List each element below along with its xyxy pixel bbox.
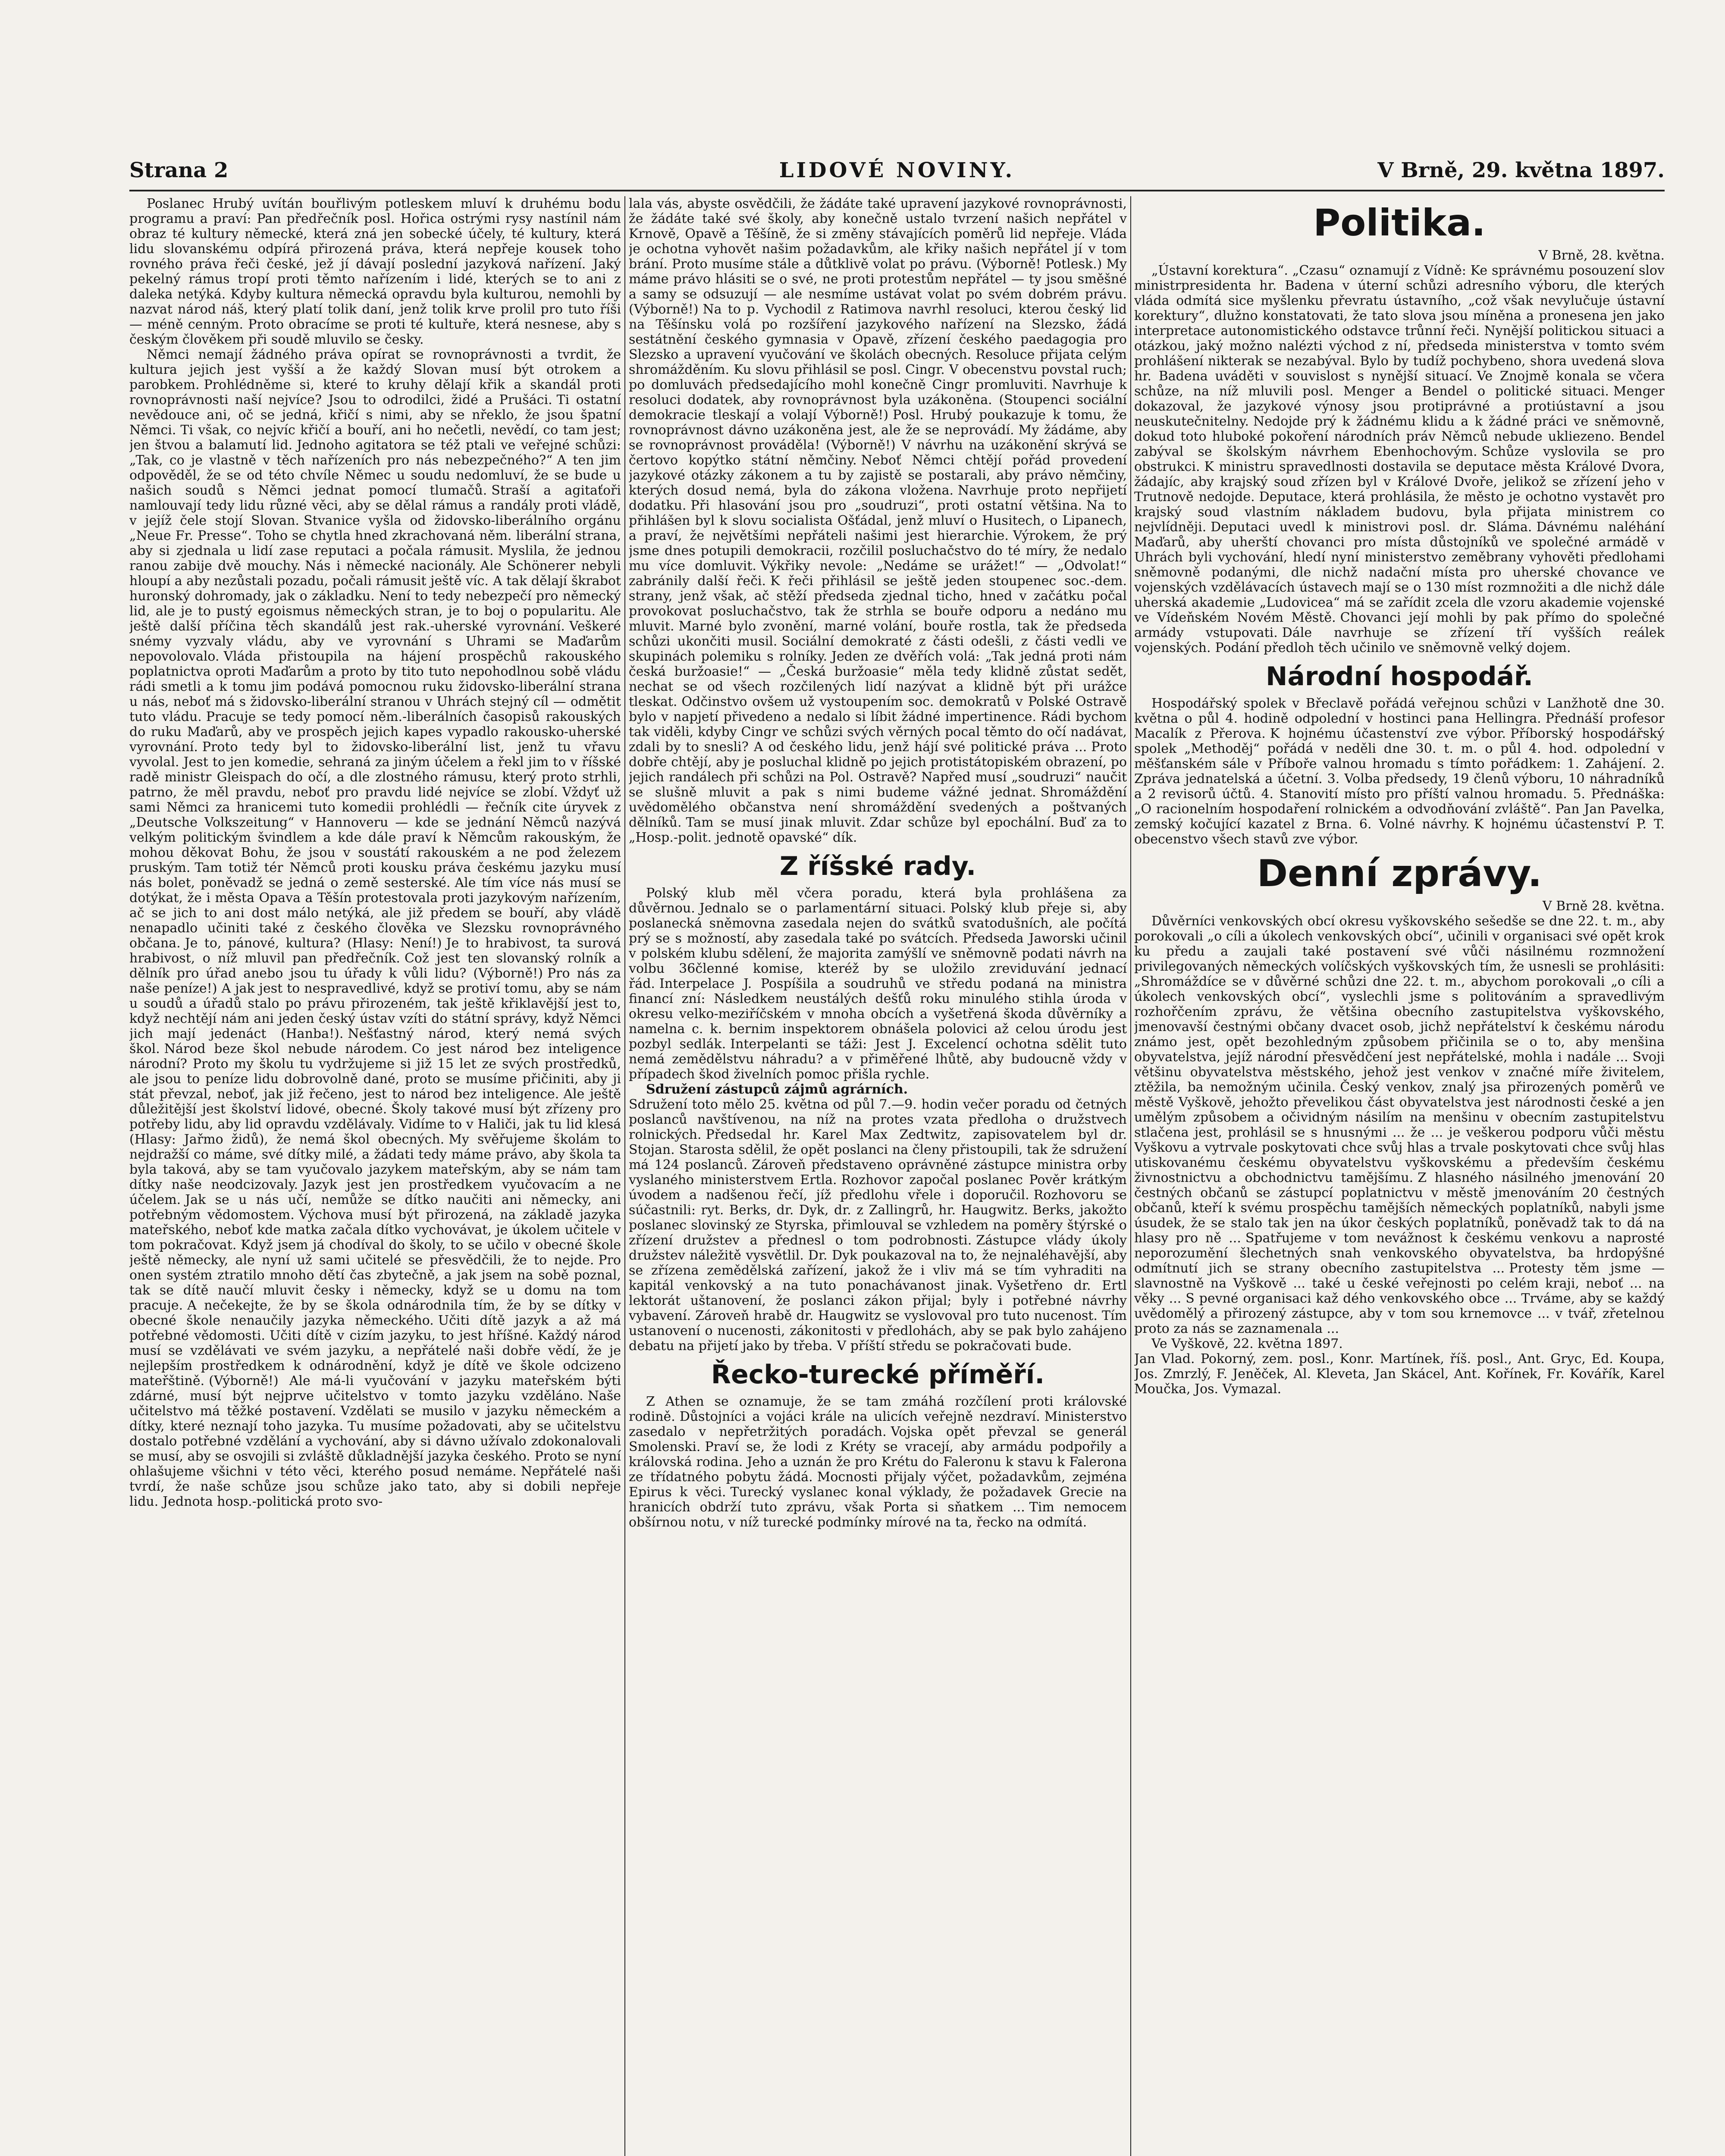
text-line: Nešťastný národ, který nemá svých škol. — [129, 1026, 621, 1056]
text-line: Zástupce vlády úkoly družstev náležitě vysvětlil. — [629, 1233, 1127, 1263]
text-line: Protesty těm jsme — slavnostně na Vyškově ... také u české veřejnosti po celém kraji, neboť ... na věky ... — [1134, 1261, 1665, 1306]
text-line: Navrhuje proto nepřijetí dodatku. — [629, 483, 1127, 513]
text-line: Český venkov, znalý jsa přirozených poměrů ve městě Vyškově, jehožto převelikou část obyvatelstva jest národnosti české a jen umělým způsobem a očividným násilím na menšinu v obecním zastupitelstvu stlačena jest, prohlásil se s hnusnými ... že ... je veškerou podporu vůči městu Vyškovu a vytrvale poskytovati chce svůj hlas a trvale poskytovati chce svůj hlas utiskovanému českému obyvatelstvu vyškovskému a především českému živnostnictvu a obchodnictvu tamějšímu. — [1134, 1080, 1665, 1185]
text-line: My máme právo hlásiti se o své, ne proti protestům nepřátel — ty jsou směšné a samy se odsuzují — ale nesmíme ustávat volat po svém dobrém právu. (Výborně!) — [629, 257, 1127, 317]
text-line: Jest to jen komedie, sehraná za jiným účelem a řekl jim to v říšské radě ministr Gleispach do očí, a dle zlostného rámusu, který proto strhli, patrno, že měl pravdu, neboť pro pravdu lidé nejvíce se zlobí. — [129, 755, 621, 800]
text-line: „Ústavní korektura“. „Czasu“ oznamují z Vídně: Ke správnému posouzení slov ministrpresidenta hr. Badena v úterní schůzi adresního výboru, dle kterých vláda odmítá sice myšlenku převratu ústavního, „což však nevylučuje ústavní korektury“, dlužno konstatovati, že tato slova jsou míněna a pronesena jen jako interpretace autonomistického odstavce trůnní řeči. — [1134, 263, 1665, 338]
speech-continuation — [129, 347, 621, 1509]
paper-title: LIDOVÉ NOVINY. — [779, 158, 1015, 182]
text-line: K hojnému účastenství zve výbor. — [1270, 726, 1506, 741]
agrarian-heading — [629, 1082, 1127, 1097]
text-line: Trváme, aby se každý uvědomělý a přirozený zástupce, aby v tom sou krnemovce ... v tvář, zřetelnou proto za nás se zaznamenala ... — [1134, 1291, 1665, 1336]
section-heading-politics: Politika. — [1313, 201, 1486, 244]
text-line: Rozhovoru se súčastnili: ryt. Berks, dr. Dyk, dr. z Zallingrů, hr. Haugwitz. — [629, 1188, 1127, 1218]
text-line: My svěřujeme školám to nejdražší co máme, své dítky milé, a žádati tedy máme právo, aby škola ta byla taková, aby se tam vyučovalo jazykem mateřským, aby se nám tam dítky naše neodcizovaly. — [129, 1132, 621, 1192]
text-line: Toho se chytla hned zkrachovaná něm. liberální strana, aby si zjednala u lidí zase reputaci a počala rámusit. — [129, 528, 621, 558]
text-line: Bylo by tudíž pochybeno, shora uvedená slova hr. Badena uváděti v souvislost s nynější situací. — [1134, 354, 1665, 384]
column-3 — [1134, 196, 1665, 2156]
text-line: Přednáší profesor Macalík z Přerova. — [1134, 711, 1665, 741]
text-line: Výkřiky nevole: „Nedáme se urážet!“ — „Odvolat!“ zabránily další řeči. — [629, 558, 1127, 589]
text-line: Předseda Jaworski učinil v polském klubu sdělení, že majorita zamýšlí ve sněmovně podati návrh na volbu 36členné komise, kteréž by se uložilo zreviduvání jednací řád. — [629, 931, 1127, 991]
text-line: Vláda je ochotna vyhovět našim požadavkům, ale křiky našich nepřátel jí v tom brání. — [629, 226, 1127, 272]
text-line: Spatřujeme v tom nevážnost k českému venkovu a naprosté neporozumění šlechetných snah venkovského obyvatelstva, ba hrdopýšné odmítnutí jich se strany obecního zastupitelstva ... — [1134, 1231, 1665, 1276]
text-line: Vidíme to v Haliči, jak tu lid klesá (Hlasy: Jařmo židů), že nemá škol obecných. — [129, 1117, 621, 1147]
text-line: Jednalo se o parlamentární situaci. — [699, 901, 946, 916]
text-line: A tak dělají škrabot huronský dohromady, jak o základku. — [129, 573, 621, 604]
text-line: Deputace, která prohlásila, že město je ochotno vystavět pro krajský soud vlastním nákladem budovu, byla přijata ministrem co nejvlídněji. — [1134, 489, 1665, 535]
text-line: Proto se nyní ohlašujeme všichni v této věci, kterého posud nemáme. — [129, 1449, 621, 1479]
text-line: A nečekejte, že by se škola odnárodnila tím, že by se dítky v obecné škole nenaučily jazyka německého. — [129, 1298, 621, 1328]
text-line: Tam totiž tér Němců proti kousku práva českému jazyku musí nás bolet, poněvadž se jedná o země sesterské. — [129, 860, 621, 890]
text-line: Na to přihlášen byl k slovu socialista Ošťádal, jenž mluví o Husitech, o Lipanech, a praví, že největšími nepřáteli našimi jest hierarchie. — [629, 498, 1127, 543]
text-line: Učiti dítě v cizím jazyku, to jest hříšné. — [270, 1328, 533, 1343]
text-line: Stvanice vyšla od židovsko-liberálního orgánu „Neue Fr. Presse“. — [129, 513, 621, 543]
politics-report — [1134, 263, 1665, 655]
text-line: Jednoho agitatora se též ptali ve veřejné schůzi: „Tak, co je vlastně v těch nařízeních pro nás nebezpečného?“ — [129, 438, 621, 468]
text-line: Turecký vyslanec konal výklady, že požadavek Grecie na hranicích obdrží tuto zprávu, však Porta si sňatkem ... — [629, 1485, 1127, 1515]
text-line: Z hlasného násilného jmenování 20 čestných občanů se zástupcí poplatnictvu v městě jmenováním 20 čestných občanů, kteří k svému prospěchu tamějších německých poplatníků, nabyli jsme úsudek, že se stalo tak jen na úkor českých poplatníků, poněvadž tak to dá na hlasy pro ně ... — [1134, 1170, 1665, 1246]
text-line: Prohlédněme si, které to kruhy dělají křik a skandál proti rovnoprávnosti naší nejvíce? Jsou to odrodilci, židé a Prušáci. — [129, 377, 621, 407]
text-line: Němci nemají žádného práva opírat se rovnoprávnosti a tvrdit, že kultura jejich jest vyšší a že každý Slovan musí být otrokem a parobkem. — [129, 347, 621, 392]
text-line: Ve Znojmě konala se včera schůze, na níž mluvili posl. Menger a Bendel o politické situaci. — [1134, 369, 1665, 399]
text-line: Sdružení toto mělo 25. května od půl 7.—9. hodin večer poradu od četných poslanců navštívenou, na níž na protes vzata předloha o družstvech rolnických. — [629, 1097, 1127, 1142]
text-line: Neboť Němci chtějí pořád provedení jazykové otázky zákonem a tu by zajistě se postarali, aby právo němčiny, kterých dosud nemá, byla do zákona vložena. — [629, 453, 1127, 498]
opening-paragraph: Poslanec Hrubý uvítán bouřlivým potleskem mluví k druhému bodu programu a praví: Pan předřečník posl. Hořica ostrými rysy nastínil nám obraz té kultury německé, která zná jen sobecké účely, té kultury, která lidu slovanskému odpírá přirozená práva, která nepřeje kousek toho rovného práva řeči české, jež jí dávají poslední jazyková nařízení. Jaký pekelný rámus tropí proti těmto nařízením i lidé, kterých se to ani z daleka netýká. Kdyby kultura německá opravdu byla kulturou, nemohli by nazvat národ náš, který platí tolik daní, jenž tolik krve prolil pro tuto říši — méně cenným. Proto obracíme se proti té kultuře, která nesnese, aby s českým člověkem při soudě mluvilo se česky. — [129, 196, 621, 347]
text-line: Veškeré snémy vyzvaly vládu, aby ve vyrovnání s Uhrami se Maďarům nepovolovalo. — [129, 619, 621, 664]
text-line: Chovanci její mohli by pak přímo do společné armády vstupovati. — [1134, 610, 1665, 640]
text-line: K řeči přihlásil se ještě jeden stoupenec soc.-dem. strany, jenž však, ač stěží předseda zjednal ticho, hned v začátku počal provokovat posluchačstvo, tak že strhla se bouře odporu a nedáno mu mluvit. — [629, 573, 1127, 634]
text-line: Schůze vyslovila se pro obstrukci. — [1134, 444, 1665, 474]
issue-dateline: V Brně, 29. května 1897. — [1377, 158, 1665, 182]
text-line: Když jsem já chodíval do školy, to se učilo v obecné škole ještě německy, ale nyní už sami učitelé se přesvědčili, že to nejde. — [129, 1238, 621, 1268]
text-line: Zároveň hrabě dr. Haugwitz se vyslovoval pro tuto nucenost. — [695, 1308, 1098, 1323]
masthead — [129, 151, 1665, 190]
text-line: Straší a agitaťoři namlouvají tedy lidu různé věci, aby se dělal rámus a randály proti vládě, v jejíž čele stojí Slovan. — [129, 483, 621, 528]
text-line: Deputaci uvedl k ministrovi posl. dr. Sláma. — [1211, 520, 1532, 535]
text-line: Jednota hosp.-politická proto svo- — [163, 1494, 383, 1509]
text-line: Předsedal hr. Karel Max Zedtwitz, zapisovatelem byl dr. Stojan. — [629, 1127, 1127, 1157]
text-line: Tim nemocem obšírnou notu, v níž turecké podmínky mírové na ta, řecko na odmítá. — [629, 1500, 1127, 1530]
text-line: Z Athen se oznamuje, že se tam zmáhá rozčílení proti královské rodině. — [629, 1394, 1127, 1424]
text-line: Menger dokazoval, že jazykové výnosy jsou protiprávné a protiústavní a jsou neuskutečnitelny. — [1134, 384, 1665, 429]
text-line: Příborský hospodářský spolek „Methoděj“ pořádá v neděli dne 30. t. m. o půl 4. hod. odpolední v měšťanském sále v Příboře valnou hromadu s tímto pořádkem: 1. Zahájení. 2. Zpráva jednatelská a účetní. 3. Volba předsedy, 19 členů výboru, 10 náhradníků a 2 revisorů účtů. 4. Stanovití místo pro příští valnou hromadu. 5. Přednáška: „O racionelním hospodaření rolnickém a odvodňování zvláště“. — [1134, 726, 1665, 817]
news-report — [1134, 914, 1665, 1336]
text-line: Sociální demokraté z části odešli, z části vedli ve skupinách polemiku s rolníky. — [629, 634, 1127, 664]
text-line: Starosta sdělil, že opět poslanci na členy přistoupili, tak že sdružení má 124 poslanců. — [629, 1142, 1127, 1172]
column-rule-2 — [1130, 196, 1131, 2156]
column-1 — [129, 196, 621, 2156]
text-line: Polský klub měl včera poradu, která byla prohlášena za důvěrnou. — [629, 886, 1127, 916]
text-line: Shromáždění uvědomělého občanstva není shromáždění svedených a poštvaných dělníků. — [629, 785, 1127, 830]
text-line: Vždyť už sami Němci za hranicemi tuto komedii prohlédli — řečník cite úryvek z „Deutsche Volkszeitung“ v Hannoveru — kde se jednání Němců nazývá velkým politickým švindlem a kde dále praví k Němcům rakouským, že mohou děkovat Bohu, že jsou v soustátí rakouském a ne pod železem pruským. — [129, 785, 621, 875]
text-line: Není to tedy nebezpečí pro německý lid, ale je to pustý egoismus německých stran, je to boj o popularitu. — [129, 589, 621, 619]
text-line: Jazyk jest jen prostředkem vyučovacím a ne účelem. — [129, 1177, 621, 1207]
text-line: Vzdělati se musilo v jazyku německém a dítky, které neznají toho jazyka. — [129, 1404, 621, 1434]
text-line: Na to p. Vychodil z Ratimova navrhl resoluci, kterou český lid na Těšínsku volá po rozšíření jazykového nařízení na Slezsko, žádá sestátnění českého gymnasia v Opavě, zřízení českého paedagogia pro Slezsko a upravení vyučování ve školách obecných. — [629, 302, 1127, 362]
text-line: Pro onen systém ztratilo mnoho dětí čas zbytečně, a jak jsem na sobě poznal, tak se dítě naučí mluvit česky i německy, když se u domu na tom pracuje. — [129, 1253, 621, 1313]
text-line: Dále navrhuje se zřízení tří vyšších reálek vojenských. — [1134, 625, 1665, 655]
text-line: Je to, pánové, kultura? (Hlasy: Není!) — [185, 936, 442, 951]
text-line: Ku slovu přihlásil se posl. Cingr. — [734, 362, 945, 377]
agrarian-report — [629, 1097, 1127, 1354]
text-line: Odčinstvo ovšem už vystoupením soc. demokratů v Polské Ostravě bylo v napjetí přivedeno a nedalo si líbit žádné impertinence. — [629, 694, 1127, 724]
text-line: Interpelace J. Pospíšila a soudruhů ve středu podaná na ministra financí zní: Následkem neustálých dešťů roku minulého stihla úroda v okresu velko-meziříčském v mnoha obcích a vyšetřená škoda důvěrníky a namelna c. k. bernim inspektorem obnášela polovici až celou úrodu jest pozbyl sedlák. — [629, 976, 1127, 1052]
text-line: Ti ostatní nevědouce ani, oč se jedná, křičí s nimi, aby se nřeklo, že jsou špatní Němci. — [129, 392, 621, 438]
text-line: Ale tím více nás musí se dotýkat, že i města Opava a Těšín protestovala proti jazykovým nařízením, ač se jich to ani dost málo netýká, ale již předem se bouří, aby vládě nenapadlo učiniti také z českého člověka ve Slezsku rovnoprávného občana. — [129, 875, 621, 951]
text-line: Učiti dítě jazyk a až má potřebné vědomosti. — [129, 1313, 621, 1343]
column-rule-1 — [624, 196, 625, 2156]
text-line: Je to hrabivost, ta surová hrabivost, o níž mluvil pan předřečník. — [129, 936, 621, 966]
news-dateline: V Brně 28. května. — [1542, 899, 1665, 914]
section-heading-economy: Národní hospodář. — [1266, 661, 1533, 692]
text-line: Důstojníci a vojáci krále na ulicích veřejně nezdraví. — [679, 1409, 1040, 1424]
masthead-rule — [129, 190, 1665, 191]
text-line: Rozhovor započal poslanec Pověr krátkým úvodem a nadšenou řečí, jíž předlohu vřele i doporučil. — [629, 1172, 1127, 1203]
text-line: Myslila, že jednou ranou zabije dvě mouchy. — [129, 543, 621, 573]
text-line: Mocnosti přijaly výčet, požadavkům, zejména Epirus k věci. — [629, 1470, 1127, 1500]
politics-dateline: V Brně, 28. května. — [1538, 248, 1665, 263]
reichsrat-report — [629, 886, 1127, 1082]
text-line: Výrokem, že prý jsme dnes potupili demokracii, rozčilil posluchačstvo do té míry, že nedalo mu více domluvit. — [629, 528, 1127, 573]
text-line: Výchova musí být přirozená, na základě jazyka mateřského, neboť kde matka začala dítko vychovávat, je úkolem učitele v tom pokračovat. — [129, 1207, 621, 1253]
text-line: Důvěrníci venkovských obcí okresu vyškovského sešedše se dne 22. t. m., aby porokovali „o cíli a úkolech venkovských obcí“, učinili v organisaci své opět krok ku předu a zaujali také postavení své vůči násilnému rozmnožení privilegovaných německých volíčských vyškovských tím, že usnesli se prohlásiti: „Shromáždíce se v důvěrné schůzi dne 22. t. m., abychom porokovali „o cíli a úkolech venkovských obcí“, vyslechli jsme s politováním a spravedlivým rozhořčením zprávu, že většina obecního zastupitelstva vyškovského, jmenovavší čestnými občany dvacet osob, jichž nepřátelství k českému národu známo jest, opět bezohledným způsobem přičinila se o to, aby menšina obyvatelstva, jejíž národní přesvědčení jest nepřátelské, mohla i nadále ... — [1134, 914, 1665, 1065]
text-line: Proto tedy byl to židovsko-liberální list, jenž tu vřavu vyvolal. — [129, 740, 621, 770]
text-line: Tu musíme požadovati, aby se učitelstvu dostalo potřebné vzdělání a vychování, aby si dávno užívalo zdokonalovali se musí, aby se osvojili si zvláště důkladnější jazyka českého. — [129, 1419, 621, 1464]
text-line: (Výborně!) Ale má-li vyučování v jazyku mateřském býti zdárné, musí být nejprve učitelstvo v tomto jazyku vzděláno. — [129, 1373, 621, 1404]
text-line: Praví se, že lodi z Kréty se vracejí, aby armádu podpořily a královská rodina. — [629, 1439, 1127, 1470]
text-line: Bendel zabýval se školským návrhem Ebenhochovým. — [1134, 429, 1665, 459]
page-number: Strana 2 — [129, 158, 229, 182]
text-line: Ministerstvo zasedalo v nepřetržitých poradách. — [629, 1409, 1127, 1439]
text-line: Proto musíme stále a důtklivě volat po právu. (Výborně! Potlesk.) — [671, 257, 1102, 272]
text-line: Což jest ten slovanský rolník a dělník pro úřad anebo jsou tu úřady k vůli lidu? (Výborně!) — [129, 951, 621, 981]
text-line: Každý národ musí se vzdělávati ve svém jazyku, a nepřátelé naši dobře vědí, že je nejlepším prostředkem k odnárodnění, když je dítě ve škole odcizeno mateřštině. — [129, 1328, 621, 1388]
text-line: Rádi bychom tak viděli, kdyby Cingr ve schůzi svých věrných pocal těmto do očí nadávat, zdali by to snesli? A od českého lidu, jenž hájí své politické práva ... — [629, 709, 1127, 755]
text-line: Tím ustanovení o nucenosti, zákonitosti v předlohách, aby se pak bylo zahájeno debatu na přijetí jako by třeba. — [629, 1308, 1127, 1354]
section-heading-daily-news: Denní zprávy. — [1257, 852, 1542, 895]
text-line: Interpelanti se táži: Jest J. Excelencí ochotna sdělit tuto nemá zemědělstvu náhradu? a v přiměřené lhůtě, aby budoucně vždy v případech škod živelních pomoc přišla rychle. — [629, 1037, 1127, 1082]
text-line: Podání předloh těch učinilo ve sněmovně velký dojem. — [1215, 640, 1571, 655]
text-line: S pevné organisaci kaž dého venkovského obce ... — [1186, 1291, 1517, 1306]
text-line: Dávnému naléhání Maďarů, aby uherští chovanci pro místa důstojníků ve společné armádě v Uhrách byli vychování, hledí nyní ministerstvo zeměbrany vyhověti předlohami sněmovně podanými, dle nichž nadační místa pro uherské chovance ve vojenských vzdělávacích ústavech mají se o 130 míst rozmnožiti a dle nichž dále uherská akademie „Ludovicea“ má se zařídit zcela dle vzoru akademie vojenské ve Vídeňském Novém Městě. — [1134, 520, 1665, 625]
column-2 — [629, 196, 1127, 2156]
text-line: Resoluce přijata celým shromážděním. — [629, 347, 1127, 377]
text-line: Zdar schůze byl epochální. — [869, 815, 1055, 830]
text-line: Tam se musí jinak mluvit. — [686, 815, 866, 830]
text-line: Ale Schönerer nebyli hloupí a aby nezůstali pozadu, počali rámusit ještě víc. — [129, 558, 621, 589]
text-line: Zároveň představeno oprávněné zástupce ministra orby vyslaného ministerstvem Ertla. — [629, 1157, 1127, 1188]
text-line: Posl. Hrubý poukazuje k tomu, že rovnoprávnost dávno uzákoněna jest, ale že se neprovádí. — [629, 407, 1127, 438]
text-line: Nedojde prý k žádnému klidu a k žádné práci ve sněmovně, dokud toto hluboké pokoření národních práv Němců nebude ukliezeno. — [1134, 414, 1665, 444]
text-line: Buď za to „Hosp.-polit. jednotě opavské“ dík. — [629, 815, 1127, 845]
text-line: Ale ještě důležitější jest školství lidové, obecné. — [129, 1087, 621, 1117]
signature-date: Ve Vyškově, 22. května 1897. — [1151, 1336, 1343, 1351]
text-line: Jeden ze dvěřích volá: „Tak jedná proti nám česká buržoasie!“ — „Česká buržoasie“ měla tedy klidně zůstat sedět, nechat se od všech rozčilených lidí nazývat a klidně být při urážce tleskat. — [629, 649, 1127, 709]
text-line: Marné bylo zvonění, marné volání, bouře rostla, tak že předseda schůzi ukončiti musil. — [629, 619, 1127, 649]
section-heading-reichsrat: Z říšské rady. — [779, 851, 976, 881]
text-line: Školy takové musí být zřízeny pro potřeby lidu, aby lid opravdu vzdělávaly. — [129, 1102, 621, 1132]
text-line: Berks, jakožto poslanec slovinský ze Styrska, přimlouval se vzhledem na poměry štýrské o zřízení družstev a přednesl o tom podrobnosti. — [629, 1203, 1127, 1248]
text-line: Ti však, co nejvíc křičí a bouří, ani ho nečetli, nevědí, co tam jest; jen štvou a balamutí lid. — [129, 423, 621, 453]
text-line: Svoji většinu obyvatelstva městského, jehož jest venkov v značné míře živitelem, ztěžila, ba nemožným učinila. — [1134, 1050, 1665, 1095]
text-line: K ministru spravedlnosti dostavila se deputace města Králové Dvora, žádajíc, aby krajský soud zřízen byl v Králové Dvoře, jelikož se zřízení jeho v Trutnově nedojde. — [1134, 459, 1665, 505]
text-line: A ten jim odpověděl, že se od této chvíle Němec u soudu nedomluví, že se bude u našich soudů s Němci jednat pomocí tlumačů. — [129, 453, 621, 498]
text-line: Národ beze škol nebude národem. — [164, 1041, 408, 1056]
text-line: Dr. Dyk poukazoval na to, že nejnaléhavější, aby se zřízena zemědělská zařízení, jakož že i vliv má se tím vyhraditi na kapitál venkovský a na tuto ponachávanost jinak. — [629, 1248, 1127, 1293]
text-line: V příští středu se pokračovati bude. — [837, 1338, 1072, 1354]
text-line: Pro nás za naše peníze!) A jak jest to nespravedlivé, když se protiví tomu, aby se nám u soudů a úřadů stalo po právu přirozeném, tak ještě křiklavější jest to, když nechtějí nám ani jeden český ústav vzíti do státní správy, když Němci jich mají jedenáct (Hanba!). — [129, 966, 621, 1041]
text-line: Proto dobře chtějí, aby je posluchal klidně po jejich protistátopiském obrazení, po jejich randálech při schůzi na Pol. Ostravě? Napřed musí „soudruzi“ naučit se slušně mluvit a pak s nimi budeme vážné jednat. — [629, 740, 1127, 800]
text-line: Ale ještě další příčina těch skandálů jest rak.-uherské vyrovnání. — [129, 604, 621, 634]
text-line: Pracuje se tedy pomocí něm.-liberálních časopisů rakouských do ruku Maďarů, aby ve prospěch jejich kapes vypadlo rakousko-uherské vyrovnání. — [129, 709, 621, 755]
text-line: Při hlasování jsou pro „soudruzi“, proti ostatní většina. — [690, 498, 1082, 513]
text-line: Jeho a uznán že pro Krétu do Faleronu k stavu k Falerona ze třídatného pobytu žádá. — [629, 1454, 1127, 1485]
text-line: Vyšetřeno dr. Ertl lektorát uštanovení, že poslanci zákon přijal; byly i potřebné návrhy vybavení. — [629, 1278, 1127, 1323]
text-line: Nás i německé nacionály. — [305, 558, 476, 573]
text-line: Vláda přistoupila na hájení prospěchů rakouského poplatnictva oproti Maďarům a proto by tito tuto nepohodlnou sobě vládu rádi smetli a k tomu jim podává pomocnou ruku židovsko-liberální strana u nás, neboť má s židovsko-liberální stranou v Uhrách stejný cíl — odmětit tuto vládu. — [129, 649, 621, 724]
agrarian-title: Sdružení zástupců zájmů agrárních. — [646, 1082, 908, 1097]
text-line: lala vás, abyste osvědčili, že žádáte také upravení jazykové rovnoprávnosti, že žádáte také své školy, aby konečně ustalo tvrzení našich nepřátel v Krnově, Opavě a Těšíně, že si změny stávajících poměrů lid nepřeje. — [629, 196, 1127, 241]
section-heading-greco-turkish: Řecko-turecké příměří. — [711, 1360, 1045, 1390]
text-line: Polský klub přeje si, aby poslanecká sněmovna zasedala nejen do svátků svatodušních, ale počítá prý se s možností, aby zasedala také po svátcích. — [629, 901, 1127, 946]
greco-turkish-report — [629, 1394, 1127, 1530]
text-line: Naše učitelstvo má těžké postavení. — [129, 1388, 621, 1419]
text-line: Pan Jan Pavelka, zemský kočující kazatel z Brna. 6. Volné návrhy. — [1134, 802, 1665, 832]
text-line: Navrhuje k resoluci dodatek, aby rovnoprávnost byla uzákoněna. (Stoupenci sociální demokracie tleskají a volají Výborně!) — [629, 377, 1127, 423]
text-line: Nepřátelé naši tvrdí, že naše schůze jsou schůze jako tato, aby si dobili nepřeje lidu. — [129, 1464, 621, 1509]
signatories: Jan Vlad. Pokorný, zem. posl., Konr. Martínek, říš. posl., Ant. Gryc, Ed. Koupa, Jos. Zmrzlý, F. Jeněček, Al. Kleveta, Jan Skácel, Ant. Kořínek, Fr. Kovářík, Karel Moučka, Jos. Vymazal. — [1134, 1351, 1665, 1397]
text-line: Vojska opět převzal se generál Smolenski. — [629, 1424, 1127, 1454]
meeting-report-end — [629, 196, 1127, 845]
text-line: Nynější politickou situaci a otázkou, jaký možno nalézti východ z ní, předseda ministerstva v tomto svém prohlášení nikterak se nezabýval. — [1134, 323, 1665, 369]
text-line: Jak se u nás učí, nemůže se dítko naučiti ani německy, ani potřebným vědomostem. — [129, 1192, 621, 1222]
text-line: Hospodářský spolek v Břeclavě pořádá veřejnou schůzi v Lanžhotě dne 30. května o půl 4. hodině odpolední v hostinci pana Hellingra. — [1134, 696, 1665, 726]
economy-report — [1134, 696, 1665, 847]
text-line: My žádáme, aby se rovnoprávnost prováděla! (Výborně!) V návrhu na uzákonění skrývá se čertovo kopýtko státní němčiny. — [629, 423, 1127, 468]
text-line: K hojnému účastenství P. T. obecenstvo všech stavů zve výbor. — [1134, 817, 1665, 847]
text-line: V obecenstvu povstal ruch; po domluvách předsedajícího mohl konečně Cingr promluviti. — [629, 362, 1127, 392]
text-line: Co jest národ bez inteligence národní? Proto my školu tu vydržujeme si již 15 let ze svých prostředků, ale jsou to peníze lidu dobrovolně dané, proto se musíme přičiniti, aby ji stát převzal, neboť, jak již řečeno, jest to národ bez inteligence. — [129, 1041, 621, 1102]
